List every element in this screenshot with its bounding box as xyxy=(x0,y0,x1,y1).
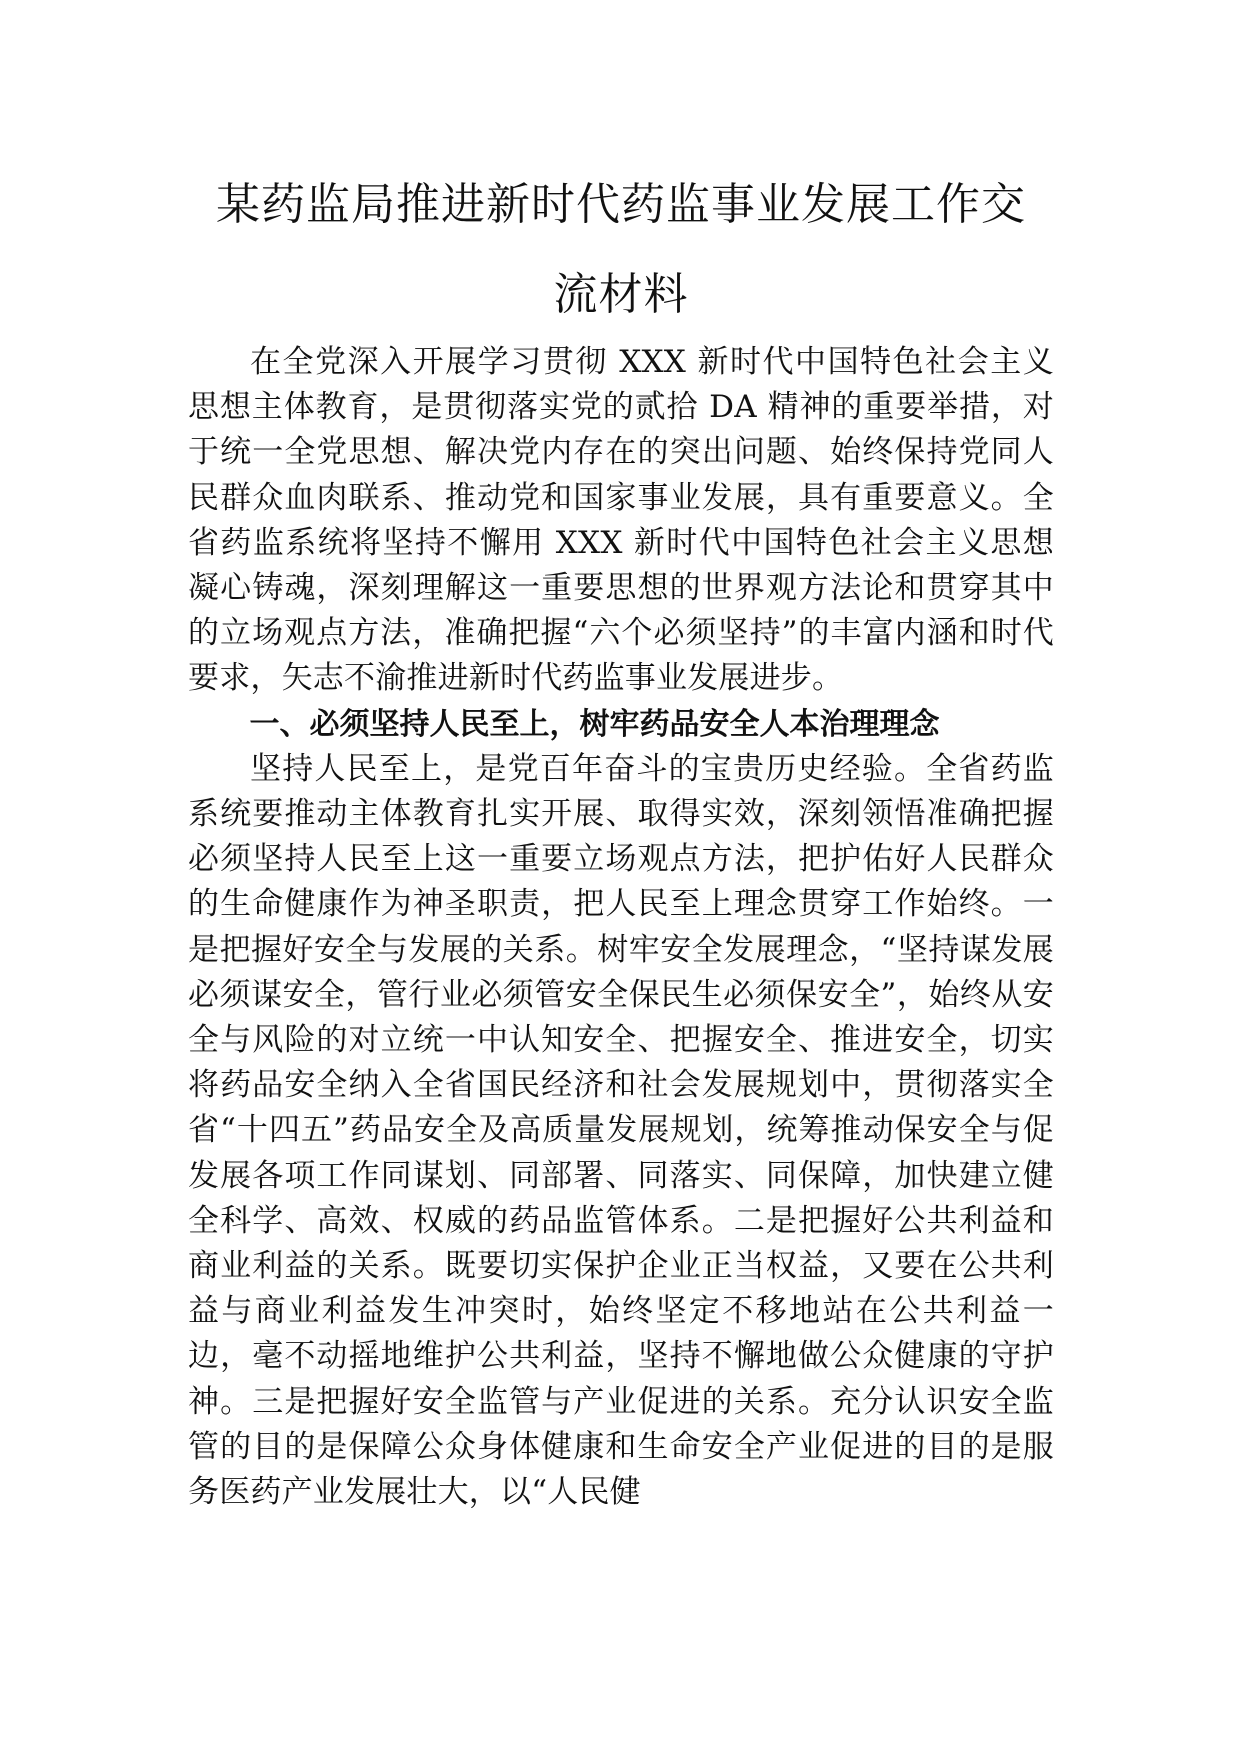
title-line-2: 流材料 xyxy=(553,269,689,320)
section-1-heading: 一、必须坚持人民至上，树牢药品安全人本治理理念 xyxy=(249,706,940,742)
title-line-1: 某药监局推进新时代药监事业发展工作交 xyxy=(216,179,1026,230)
section-1-paragraph: 坚持人民至上，是党百年奋斗的宝贵历史经验。全省药监系统要推动主体教育扎实开展、取得实效，深刻领悟准确把握必须坚持人民至上这一重要立场观点方法，把护佑好人民群众的生命健康作为神圣职责，把人民至上理念贯穿工作始终。一是把握好安全与发展的关系。树牢安全发展理念，“坚持谋发展必须谋安全，管行业必须管安全保民生必须保安全”，始终从安全与风险的对立统一中认知安全、把握安全、推进安全，切实将药品安全纳入全省国民经济和社会发展规划中，贯彻落实全省“十四五”药品安全及高质量发展规划，统筹推动保安全与促发展各项工作同谋划、同部署、同落实、同保障，加快建立健全科学、高效、权威的药品监管体系。二是把握好公共利益和商业利益的关系。既要切实保护企业正当权益，又要在公共利益与商业利益发生冲突时，始终坚定不移地站在公共利益一边，毫不动摇地维护公共利益，坚持不懈地做公众健康的守护神。三是把握好安全监管与产业促进的关系。充分认识安全监管的目的是保障公众身体健康和生命安全产业促进的目的是服务医药产业发展壮大，以“人民健 xyxy=(188,750,1054,1511)
intro-paragraph: 在全党深入开展学习贯彻 XXX 新时代中国特色社会主义思想主体教育，是贯彻落实党的贰拾 DA 精神的重要举措，对于统一全党思想、解决党内存在的突出问题、始终保持党同人民群众血肉联系、推动党和国家事业发展，具有重要意义。全省药监系统将坚持不懈用 XXX 新时代中国特色社会主义思想凝心铸魂，深刻理解这一重要思想的世界观方法论和贯穿其中的立场观点方法，准确把握“六个必须坚持”的丰富内涵和时代要求，矢志不渝推进新时代药监事业发展进步。 xyxy=(188,344,1054,697)
document-page xyxy=(188,160,1054,1515)
document-title xyxy=(188,160,1054,340)
